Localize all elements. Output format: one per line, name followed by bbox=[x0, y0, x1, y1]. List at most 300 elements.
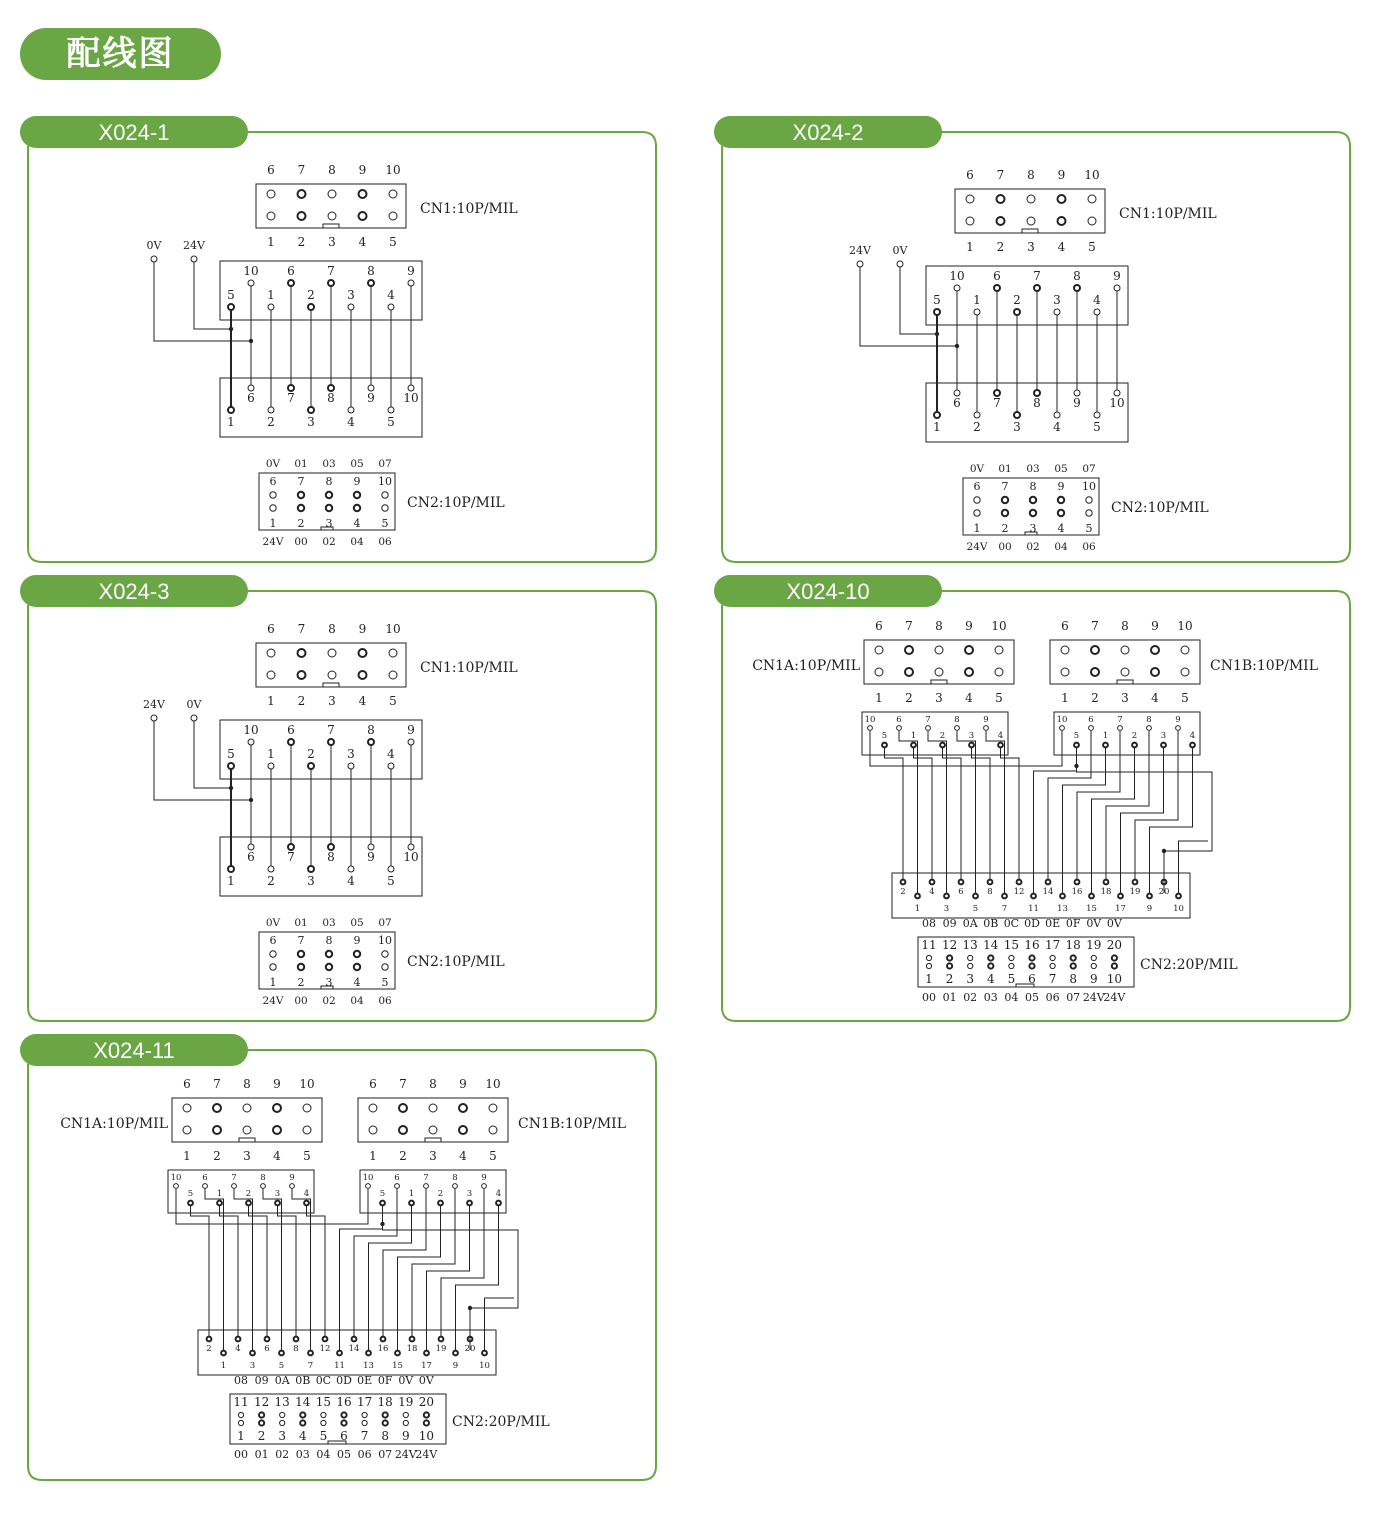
cn2-pin-top: 9 bbox=[353, 475, 361, 488]
small-pin-number: 9 bbox=[1175, 715, 1181, 725]
cn2-pin-top: 10 bbox=[378, 475, 392, 488]
small-pin bbox=[940, 743, 945, 748]
small-pin-number: 8 bbox=[954, 715, 960, 725]
upper-pin-number: 10 bbox=[949, 269, 965, 283]
cn2-pin-top: 8 bbox=[325, 934, 333, 947]
lower-pin-number: 1 bbox=[933, 420, 941, 434]
cn2-pin bbox=[1086, 497, 1092, 503]
small-pin-number: 1 bbox=[910, 731, 917, 741]
cn2-pin-bottom: 2 bbox=[297, 976, 305, 989]
cn2-signal-top: 05 bbox=[350, 917, 364, 929]
cn1-pin bbox=[965, 668, 973, 676]
cn1-pin bbox=[459, 1104, 467, 1112]
supply-terminal bbox=[191, 256, 197, 262]
lower-pin bbox=[228, 407, 234, 413]
lower-pin bbox=[1017, 880, 1022, 885]
lower-pin bbox=[410, 1337, 415, 1342]
lower-pin bbox=[944, 894, 949, 899]
cn2-pin-top: 6 bbox=[269, 475, 277, 488]
cn2-signal-bottom: 00 bbox=[294, 536, 308, 548]
lower-pin-number: 19 bbox=[1129, 887, 1141, 897]
lower-pin-number: 5 bbox=[387, 874, 395, 888]
cn2-pin-bottom: 1 bbox=[973, 522, 981, 535]
cn1-top-number: 6 bbox=[267, 163, 275, 177]
lower-pin-number: 2 bbox=[973, 420, 981, 434]
cn1-top-number: 6 bbox=[875, 619, 883, 633]
cn2-pin bbox=[280, 1420, 285, 1425]
cn2-pin-top: 13 bbox=[274, 1395, 290, 1409]
small-pin bbox=[1161, 743, 1166, 748]
lower-pin bbox=[973, 894, 978, 899]
lower-pin-number: 9 bbox=[367, 850, 375, 864]
lower-pin bbox=[308, 866, 314, 872]
lower-pin bbox=[1060, 894, 1065, 899]
cn2-pin-top: 12 bbox=[941, 938, 958, 952]
cn2-pin-bottom: 1 bbox=[237, 1429, 245, 1443]
lower-pin bbox=[1002, 894, 1007, 899]
junction-dot bbox=[229, 327, 233, 331]
small-pin bbox=[246, 1201, 251, 1206]
cn1-bottom-number: 1 bbox=[875, 691, 883, 705]
cn2-pin-top: 6 bbox=[269, 934, 277, 947]
wire bbox=[943, 748, 962, 879]
small-pin-number: 4 bbox=[1189, 731, 1196, 741]
upper-pin bbox=[1114, 285, 1120, 291]
lower-pin-number: 7 bbox=[287, 850, 295, 864]
cn2-signal-top: 07 bbox=[378, 917, 392, 929]
cn1-top-number: 9 bbox=[358, 163, 367, 177]
cn1-bottom-number: 4 bbox=[1151, 691, 1159, 705]
wire bbox=[191, 1206, 210, 1336]
cn1-top-number: 8 bbox=[429, 1077, 437, 1091]
cn1-pin bbox=[1027, 195, 1035, 203]
upper-pin bbox=[328, 739, 334, 745]
lower-pin bbox=[974, 412, 980, 418]
lower-pin-number: 1 bbox=[914, 904, 921, 914]
lower-pin-number: 18 bbox=[1100, 887, 1112, 897]
lower-pin-number: 10 bbox=[1109, 396, 1125, 410]
small-pin-number: 8 bbox=[260, 1173, 266, 1183]
cn2-pin-top: 7 bbox=[297, 934, 305, 947]
supply-terminal bbox=[191, 715, 197, 721]
wire bbox=[412, 1189, 455, 1336]
cn1-pin bbox=[875, 646, 883, 654]
small-pin-number: 3 bbox=[466, 1189, 473, 1199]
cn2-pin-top: 16 bbox=[1024, 938, 1040, 952]
upper-pin-number: 10 bbox=[243, 723, 259, 737]
cn2-signal-bottom: 01 bbox=[254, 1448, 269, 1461]
cn2-pin bbox=[298, 951, 304, 957]
cn1-bottom-number: 5 bbox=[389, 694, 397, 708]
cn1-pin bbox=[328, 190, 336, 198]
small-pin-number: 6 bbox=[896, 715, 902, 725]
supply-label: 24V bbox=[849, 244, 871, 257]
cn2-signal-top: 03 bbox=[1026, 463, 1040, 475]
small-pin bbox=[304, 1201, 309, 1206]
small-pin bbox=[290, 1184, 295, 1189]
cn2-signal-top: 0A bbox=[274, 1374, 290, 1387]
cn2-pin-bottom: 3 bbox=[278, 1429, 287, 1443]
cn1-top-number: 9 bbox=[273, 1077, 281, 1091]
cn2-pin bbox=[1029, 963, 1034, 968]
cn1-bottom-number: 5 bbox=[303, 1149, 311, 1163]
cn1-bottom-number: 3 bbox=[328, 694, 336, 708]
small-pin-number: 5 bbox=[187, 1189, 194, 1199]
cn2-pin-bottom: 5 bbox=[319, 1429, 328, 1443]
cn2-pin bbox=[424, 1412, 429, 1417]
lower-pin-number: 15 bbox=[1086, 904, 1097, 914]
cn2-pin bbox=[270, 964, 276, 970]
cn1-top-number: 7 bbox=[297, 622, 306, 636]
cn2-signal-top: 0D bbox=[336, 1374, 352, 1387]
cn1b-name: CN1B:10P/MIL bbox=[518, 1116, 626, 1132]
lower-pin bbox=[228, 866, 234, 872]
upper-pin bbox=[934, 309, 940, 315]
cn2-pin-top: 18 bbox=[1065, 938, 1081, 952]
cn1-top-number: 7 bbox=[213, 1077, 221, 1091]
lower-pin bbox=[323, 1337, 328, 1342]
cn2-signal-top: 07 bbox=[378, 458, 392, 470]
cn1-pin bbox=[1058, 217, 1066, 225]
cn1-bottom-number: 2 bbox=[213, 1149, 221, 1163]
cn1-pin bbox=[997, 195, 1005, 203]
lower-pin-number: 11 bbox=[334, 1361, 345, 1371]
lower-pin bbox=[381, 1337, 386, 1342]
cn1-pin bbox=[1061, 646, 1069, 654]
cn2-pin-bottom: 4 bbox=[986, 972, 995, 986]
lower-pin bbox=[395, 1351, 400, 1356]
upper-pin-number: 9 bbox=[1113, 269, 1121, 283]
cn1-top-number: 9 bbox=[965, 619, 973, 633]
cn2-pin-top: 15 bbox=[1003, 938, 1020, 952]
lower-pin-number: 3 bbox=[307, 415, 315, 429]
cn2-pin bbox=[382, 951, 388, 957]
cn2-signal-bottom: 24V bbox=[966, 541, 988, 553]
cn1-top-number: 8 bbox=[1121, 619, 1129, 633]
cn2-pin bbox=[1050, 963, 1055, 968]
lower-pin bbox=[901, 880, 906, 885]
upper-pin-number: 1 bbox=[267, 288, 275, 302]
cn1-bottom-number: 3 bbox=[429, 1149, 437, 1163]
junction-dot bbox=[955, 344, 959, 348]
cn2-signal-top: 0E bbox=[1045, 917, 1061, 930]
lower-pin-number: 6 bbox=[247, 850, 255, 864]
cn2-pin-bottom: 2 bbox=[297, 517, 305, 530]
cn2-signal-top: 0V bbox=[398, 1374, 414, 1387]
small-pin bbox=[438, 1201, 443, 1206]
cn1-pin bbox=[359, 649, 367, 657]
upper-pin-number: 2 bbox=[1013, 293, 1021, 307]
lower-pin-number: 2 bbox=[206, 1344, 212, 1354]
lower-pin bbox=[388, 866, 394, 872]
cn1-pin bbox=[298, 212, 306, 220]
lower-pin bbox=[308, 1351, 313, 1356]
cn1-pin bbox=[905, 668, 913, 676]
lower-pin bbox=[930, 880, 935, 885]
cn2-pin bbox=[298, 505, 304, 511]
wire bbox=[885, 748, 904, 879]
upper-pin bbox=[268, 763, 274, 769]
upper-pin bbox=[328, 280, 334, 286]
cn2-pin-bottom: 2 bbox=[257, 1429, 266, 1443]
lower-pin-number: 12 bbox=[319, 1344, 331, 1354]
cn1-pin bbox=[997, 217, 1005, 225]
cn1-bottom-number: 1 bbox=[267, 235, 275, 249]
cn2-signal-top: 0F bbox=[1065, 917, 1081, 930]
small-pin bbox=[395, 1184, 400, 1189]
wire bbox=[249, 1206, 268, 1336]
cn2-signal-bottom: 02 bbox=[963, 991, 978, 1004]
cn1-pin bbox=[303, 1126, 311, 1134]
cn1-bottom-number: 3 bbox=[243, 1149, 251, 1163]
upper-pin-number: 8 bbox=[367, 723, 375, 737]
lower-pin bbox=[1054, 412, 1060, 418]
cn2-pin bbox=[382, 505, 388, 511]
upper-pin bbox=[408, 739, 414, 745]
cn2-pin bbox=[238, 1412, 243, 1417]
small-pin-number: 2 bbox=[245, 1189, 252, 1199]
key-notch bbox=[323, 683, 339, 687]
cn2-signal-top: 01 bbox=[998, 463, 1012, 475]
cn2-signal-bottom: 04 bbox=[350, 536, 364, 548]
small-pin bbox=[366, 1184, 371, 1189]
cn2-pin bbox=[1091, 963, 1096, 968]
lower-pin-number: 9 bbox=[1073, 396, 1081, 410]
cn2-signal-bottom: 03 bbox=[295, 1448, 310, 1461]
upper-pin-number: 4 bbox=[1093, 293, 1101, 307]
cn1-bottom-number: 2 bbox=[1091, 691, 1099, 705]
supply-wire bbox=[900, 267, 937, 334]
small-pin-number: 5 bbox=[1073, 731, 1080, 741]
upper-pin-number: 6 bbox=[287, 264, 295, 278]
cn1-pin bbox=[267, 671, 275, 679]
small-pin bbox=[275, 1201, 280, 1206]
cn2-signal-top: 0F bbox=[377, 1374, 393, 1387]
cn1-pin bbox=[935, 646, 943, 654]
cn2-signal-bottom: 07 bbox=[1066, 991, 1081, 1004]
lower-pin bbox=[439, 1337, 444, 1342]
cn2-pin-bottom: 4 bbox=[353, 976, 361, 989]
cn2-pin bbox=[974, 497, 980, 503]
upper-pin-number: 9 bbox=[407, 264, 415, 278]
upper-pin-number: 2 bbox=[307, 288, 315, 302]
cn1-bottom-number: 4 bbox=[1057, 240, 1066, 254]
cn1-pin bbox=[995, 668, 1003, 676]
cn1-pin bbox=[183, 1126, 191, 1134]
lower-pin bbox=[1014, 412, 1020, 418]
cn2-pin bbox=[1002, 497, 1008, 503]
small-pin bbox=[232, 1184, 237, 1189]
upper-pin bbox=[308, 763, 314, 769]
cn2-signal-bottom: 02 bbox=[322, 536, 336, 548]
lower-pin bbox=[268, 866, 274, 872]
cn2-signal-bottom: 24V bbox=[262, 995, 284, 1007]
small-pin bbox=[1176, 726, 1181, 731]
lower-pin bbox=[279, 1351, 284, 1356]
cn2-pin bbox=[259, 1420, 264, 1425]
lower-pin-number: 12 bbox=[1013, 887, 1025, 897]
wire bbox=[340, 1206, 383, 1350]
cn1-bottom-number: 5 bbox=[1088, 240, 1096, 254]
small-pin bbox=[882, 743, 887, 748]
supply-label: 24V bbox=[143, 698, 165, 711]
upper-pin-number: 1 bbox=[973, 293, 981, 307]
cn2-pin bbox=[298, 964, 304, 970]
small-pin bbox=[482, 1184, 487, 1189]
lower-pin-number: 8 bbox=[293, 1344, 299, 1354]
cn1-pin bbox=[267, 190, 275, 198]
supply-wire bbox=[485, 1298, 515, 1350]
lower-pin-number: 9 bbox=[1146, 904, 1153, 914]
lower-pin-number: 4 bbox=[235, 1344, 241, 1354]
small-pin-number: 1 bbox=[1102, 731, 1109, 741]
cn1-pin bbox=[369, 1104, 377, 1112]
lower-pin-number: 1 bbox=[220, 1361, 227, 1371]
small-pin-number: 9 bbox=[289, 1173, 295, 1183]
upper-pin-number: 7 bbox=[327, 723, 335, 737]
lower-pin-number: 1 bbox=[227, 874, 235, 888]
small-pin bbox=[1190, 743, 1195, 748]
small-pin-number: 10 bbox=[170, 1173, 182, 1183]
cn2-signal-bottom: 00 bbox=[234, 1448, 248, 1461]
supply-terminal bbox=[151, 715, 157, 721]
cn1-top-number: 8 bbox=[328, 163, 336, 177]
cn1-top-number: 7 bbox=[399, 1077, 407, 1091]
cn1-pin bbox=[273, 1104, 281, 1112]
cn2-pin bbox=[1058, 497, 1064, 503]
cn1-pin bbox=[1058, 195, 1066, 203]
cn2-pin bbox=[424, 1420, 429, 1425]
lower-pin-number: 6 bbox=[953, 396, 961, 410]
small-pin-number: 7 bbox=[1117, 715, 1123, 725]
cn2-pin-bottom: 3 bbox=[1029, 522, 1037, 535]
page-title: 配线图 bbox=[20, 28, 221, 80]
cn2-pin bbox=[326, 964, 332, 970]
cn2-pin bbox=[947, 963, 952, 968]
panel-x024-11 bbox=[20, 1034, 660, 1486]
lower-pin-number: 18 bbox=[406, 1344, 418, 1354]
junction-dot bbox=[249, 339, 253, 343]
small-pin-number: 7 bbox=[423, 1173, 429, 1183]
cn2-signal-bottom: 02 bbox=[275, 1448, 290, 1461]
cn2-signal-bottom: 03 bbox=[983, 991, 998, 1004]
lower-pin-number: 10 bbox=[403, 391, 419, 405]
cn2-pin-top: 13 bbox=[962, 938, 978, 952]
cn2-pin-bottom: 5 bbox=[1085, 522, 1093, 535]
cn1-bottom-number: 1 bbox=[369, 1149, 377, 1163]
wire bbox=[972, 748, 991, 879]
cn2-signal-top: 03 bbox=[322, 458, 336, 470]
cn1-pin bbox=[935, 668, 943, 676]
cn2-pin bbox=[354, 964, 360, 970]
cn2-signal-bottom: 04 bbox=[350, 995, 364, 1007]
cn1-pin bbox=[429, 1126, 437, 1134]
panel-tab-label: X024-11 bbox=[93, 1038, 175, 1063]
cn2-signal-bottom: 02 bbox=[1026, 541, 1040, 553]
cn2-pin-top: 20 bbox=[1106, 938, 1123, 952]
panel-x024-10 bbox=[714, 575, 1354, 1027]
wire bbox=[441, 1189, 484, 1336]
cn1-pin bbox=[389, 671, 397, 679]
lower-pin-number: 10 bbox=[1173, 904, 1184, 914]
cn2-pin-bottom: 4 bbox=[353, 517, 361, 530]
lower-pin-number: 11 bbox=[1028, 904, 1039, 914]
cn1-pin bbox=[1151, 646, 1159, 654]
cn2-pin bbox=[326, 951, 332, 957]
cn1-pin bbox=[489, 1104, 497, 1112]
cn1-bottom-number: 5 bbox=[389, 235, 397, 249]
small-pin bbox=[926, 726, 931, 731]
upper-pin bbox=[1014, 309, 1020, 315]
cn1-pin bbox=[1061, 668, 1069, 676]
lower-pin bbox=[268, 407, 274, 413]
lower-pin bbox=[915, 894, 920, 899]
lower-pin bbox=[337, 1351, 342, 1356]
cn1-top-number: 9 bbox=[459, 1077, 467, 1091]
cn1-top-number: 8 bbox=[243, 1077, 251, 1091]
cn1-bottom-number: 3 bbox=[1027, 240, 1035, 254]
cn2-pin bbox=[270, 505, 276, 511]
small-pin-number: 4 bbox=[495, 1189, 502, 1199]
cn2-signal-top: 01 bbox=[294, 458, 308, 470]
cn1-pin bbox=[1027, 217, 1035, 225]
cn1-pin bbox=[243, 1126, 251, 1134]
cn2-pin-bottom: 9 bbox=[401, 1429, 410, 1443]
cn2-name: CN2:10P/MIL bbox=[1111, 500, 1209, 516]
cn2-pin bbox=[1071, 955, 1076, 960]
small-pin bbox=[261, 1184, 266, 1189]
cn1-pin bbox=[875, 668, 883, 676]
upper-pin bbox=[408, 280, 414, 286]
lower-pin bbox=[294, 1337, 299, 1342]
cn2-pin bbox=[382, 964, 388, 970]
cn1-top-number: 6 bbox=[1061, 619, 1069, 633]
key-notch bbox=[239, 1138, 255, 1142]
cn2-pin bbox=[1086, 510, 1092, 516]
cn1-bottom-number: 2 bbox=[297, 235, 306, 249]
cn1-pin bbox=[459, 1126, 467, 1134]
cn2-pin-top: 19 bbox=[398, 1395, 414, 1409]
cn2-name: CN2:20P/MIL bbox=[452, 1414, 550, 1430]
panel-x024-2 bbox=[714, 116, 1354, 568]
cn1-pin bbox=[183, 1104, 191, 1112]
cn1-bottom-number: 5 bbox=[1181, 691, 1189, 705]
lower-pin-number: 6 bbox=[247, 391, 255, 405]
lower-pin-number: 2 bbox=[267, 415, 275, 429]
key-notch bbox=[425, 1138, 441, 1142]
lower-pin bbox=[1046, 880, 1051, 885]
small-pin-number: 6 bbox=[394, 1173, 400, 1183]
supply-label: 24V bbox=[183, 239, 205, 252]
cn2-pin bbox=[321, 1412, 326, 1417]
lower-pin-number: 17 bbox=[421, 1361, 432, 1371]
cn1-bottom-number: 2 bbox=[399, 1149, 407, 1163]
cn1-pin bbox=[399, 1104, 407, 1112]
small-pin bbox=[955, 726, 960, 731]
lower-pin-number: 15 bbox=[392, 1361, 403, 1371]
cn2-pin bbox=[926, 955, 931, 960]
small-pin bbox=[868, 726, 873, 731]
cn2-signal-top: 05 bbox=[1054, 463, 1068, 475]
wire bbox=[1106, 731, 1149, 879]
upper-pin bbox=[974, 309, 980, 315]
cn2-pin-top: 9 bbox=[353, 934, 361, 947]
lower-pin bbox=[207, 1337, 212, 1342]
cn1-pin bbox=[243, 1104, 251, 1112]
junction-dot bbox=[1162, 849, 1166, 853]
lower-pin bbox=[1118, 894, 1123, 899]
small-pin-number: 3 bbox=[274, 1189, 281, 1199]
